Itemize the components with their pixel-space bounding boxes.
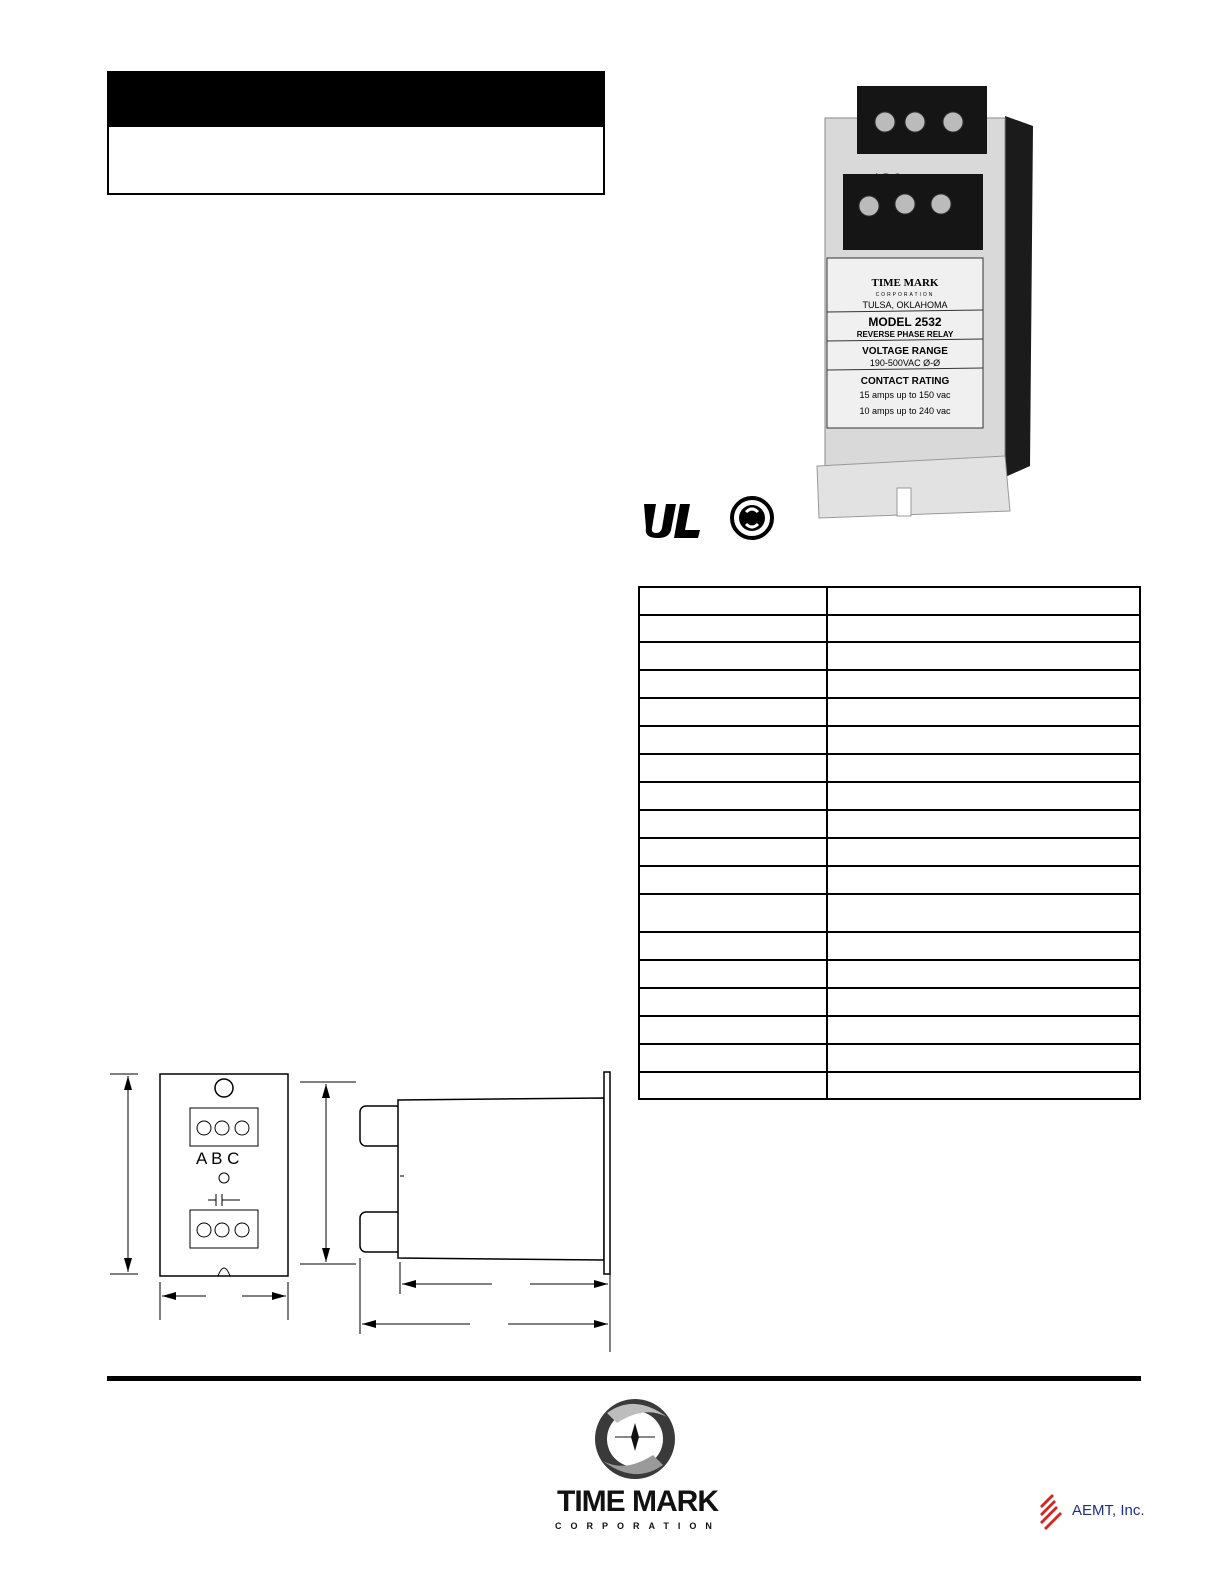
spec-value-cell xyxy=(827,988,1140,1016)
spec-label-cell xyxy=(639,838,827,866)
photo-voltage-title: VOLTAGE RANGE xyxy=(862,346,948,357)
spec-row xyxy=(639,754,1140,782)
spec-value-cell xyxy=(827,754,1140,782)
spec-value-cell xyxy=(827,894,1140,932)
aemt-flame-icon xyxy=(1038,1490,1068,1534)
photo-voltage-value: 190-500VAC Ø-Ø xyxy=(869,358,941,368)
spec-label-cell xyxy=(639,1044,827,1072)
spec-value-cell xyxy=(827,642,1140,670)
spec-table xyxy=(638,586,1141,1100)
spec-row xyxy=(639,866,1140,894)
spec-value-cell xyxy=(827,782,1140,810)
spec-value-cell xyxy=(827,670,1140,698)
spec-row xyxy=(639,1044,1140,1072)
photo-contact-line1: 15 amps up to 150 vac xyxy=(859,390,951,400)
aemt-name: AEMT, Inc. xyxy=(1072,1502,1145,1519)
spec-row xyxy=(639,670,1140,698)
spec-row xyxy=(639,615,1140,642)
csa-icon xyxy=(730,494,774,542)
spec-value-cell xyxy=(827,866,1140,894)
logo-wordmark: TIME MARK xyxy=(557,1485,718,1518)
spec-value-cell xyxy=(827,1044,1140,1072)
spec-row xyxy=(639,698,1140,726)
spec-row xyxy=(639,810,1140,838)
spec-row xyxy=(639,587,1140,615)
spec-row xyxy=(639,726,1140,754)
spec-value-cell xyxy=(827,726,1140,754)
photo-model-desc: REVERSE PHASE RELAY xyxy=(856,330,954,339)
spec-value-cell xyxy=(827,587,1140,615)
spec-row xyxy=(639,932,1140,960)
title-bar xyxy=(109,73,603,127)
spec-row xyxy=(639,1072,1140,1099)
title-box xyxy=(107,71,605,195)
ur-recognized-icon xyxy=(640,500,704,540)
spec-label-cell xyxy=(639,1072,827,1099)
spec-label-cell xyxy=(639,1016,827,1044)
spec-label-cell xyxy=(639,587,827,615)
spec-label-cell xyxy=(639,754,827,782)
photo-model: MODEL 2532 xyxy=(868,315,942,329)
spec-label-cell xyxy=(639,894,827,932)
product-photo xyxy=(805,86,1045,526)
spec-row xyxy=(639,960,1140,988)
spec-value-cell xyxy=(827,810,1140,838)
spec-label-cell xyxy=(639,670,827,698)
spec-label-cell xyxy=(639,960,827,988)
spec-value-cell xyxy=(827,615,1140,642)
spec-label-cell xyxy=(639,615,827,642)
photo-brand-sub: CORPORATION xyxy=(875,292,935,298)
time-mark-emblem-icon xyxy=(555,1393,720,1485)
spec-value-cell xyxy=(827,960,1140,988)
dimension-drawing xyxy=(108,1062,616,1352)
aemt-logo xyxy=(1038,1490,1148,1534)
spec-label-cell xyxy=(639,642,827,670)
spec-value-cell xyxy=(827,1072,1140,1099)
spec-label-cell xyxy=(639,866,827,894)
spec-row xyxy=(639,1016,1140,1044)
logo-subtitle: CORPORATION xyxy=(555,1521,721,1531)
spec-label-cell xyxy=(639,698,827,726)
spec-label-cell xyxy=(639,932,827,960)
spec-row xyxy=(639,988,1140,1016)
spec-row xyxy=(639,894,1140,932)
photo-contact-title: CONTACT RATING xyxy=(860,376,950,387)
drawing-terminal-labels: A B C xyxy=(196,1149,240,1168)
photo-contact-line2: 10 amps up to 240 vac xyxy=(859,406,951,416)
spec-value-cell xyxy=(827,838,1140,866)
time-mark-logo xyxy=(555,1393,720,1555)
spec-label-cell xyxy=(639,782,827,810)
footer-rule xyxy=(107,1376,1141,1381)
spec-label-cell xyxy=(639,726,827,754)
spec-label-cell xyxy=(639,810,827,838)
spec-value-cell xyxy=(827,932,1140,960)
spec-row xyxy=(639,642,1140,670)
spec-label-cell xyxy=(639,988,827,1016)
spec-value-cell xyxy=(827,698,1140,726)
photo-brand: TIME MARK xyxy=(871,277,939,289)
spec-value-cell xyxy=(827,1016,1140,1044)
spec-row xyxy=(639,838,1140,866)
spec-row xyxy=(639,782,1140,810)
photo-location: TULSA, OKLAHOMA xyxy=(862,300,948,310)
